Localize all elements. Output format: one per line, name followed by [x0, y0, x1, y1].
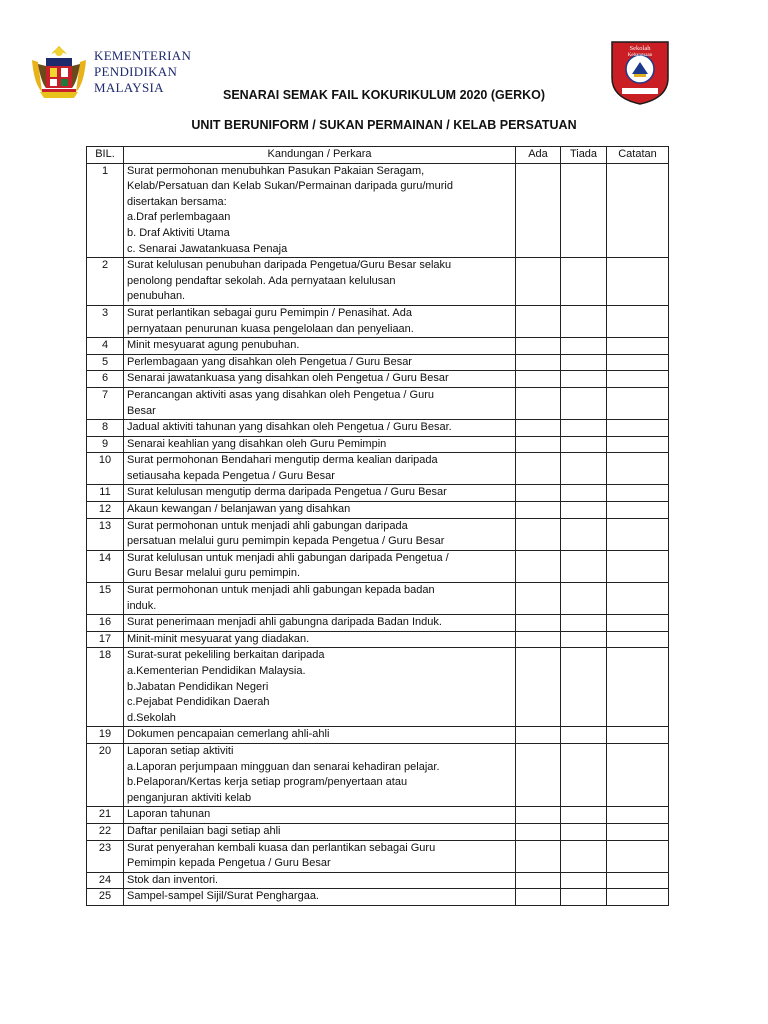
table-row — [87, 518, 669, 550]
row-number: 13 — [87, 518, 124, 550]
row-item-line: penubuhan. — [127, 290, 186, 303]
row-item — [124, 453, 516, 485]
row-item — [124, 615, 516, 632]
row-number: 3 — [87, 305, 124, 337]
row-item-line: Laporan setiap aktiviti — [127, 744, 234, 757]
ada-cell[interactable] — [516, 727, 561, 744]
row-item-line: penganjuran aktiviti kelab — [127, 791, 252, 804]
table-row — [87, 258, 669, 306]
catatan-cell[interactable] — [607, 840, 669, 872]
tiada-cell[interactable] — [561, 163, 607, 258]
table-row — [87, 615, 669, 632]
row-item-line: d.Sekolah — [127, 711, 176, 724]
row-item — [124, 743, 516, 806]
row-item — [124, 485, 516, 502]
school-badge-text: Kebangsaan — [627, 53, 653, 58]
table-row — [87, 371, 669, 388]
row-number: 1 — [87, 163, 124, 258]
ada-cell[interactable] — [516, 258, 561, 306]
row-item-line: Stok dan inventori. — [127, 873, 219, 886]
ada-cell[interactable] — [516, 807, 561, 824]
row-item — [124, 872, 516, 889]
row-item-line: disertakan bersama: — [127, 195, 227, 208]
row-number: 12 — [87, 502, 124, 519]
catatan-cell[interactable] — [607, 371, 669, 388]
table-row — [87, 163, 669, 258]
row-item-line: Surat permohonan menubuhkan Pasukan Pakaian Seragam, — [127, 164, 425, 177]
ministry-line: KEMENTERIAN — [94, 48, 192, 63]
row-item-line: Pemimpin kepada Pengetua / Guru Besar — [127, 857, 331, 870]
catatan-cell[interactable] — [607, 387, 669, 419]
tiada-cell[interactable] — [561, 258, 607, 306]
row-item — [124, 727, 516, 744]
ada-cell[interactable] — [516, 872, 561, 889]
ada-cell[interactable] — [516, 338, 561, 355]
row-item-line: Surat kelulusan mengutip derma daripada Pengetua / Guru Besar — [127, 486, 447, 499]
row-item-line: Minit mesyuarat agung penubuhan. — [127, 339, 300, 352]
tiada-cell[interactable] — [561, 840, 607, 872]
row-number: 23 — [87, 840, 124, 872]
row-number: 16 — [87, 615, 124, 632]
catatan-cell[interactable] — [607, 258, 669, 306]
tiada-cell[interactable] — [561, 889, 607, 906]
table-row — [87, 485, 669, 502]
row-item-line: Sampel-sampel Sijil/Surat Penghargaa. — [127, 890, 319, 903]
ada-cell[interactable] — [516, 823, 561, 840]
catatan-cell[interactable] — [607, 338, 669, 355]
row-item-line: Senarai keahlian yang disahkan oleh Guru Pemimpin — [127, 437, 387, 450]
column-header-catatan: Catatan — [607, 147, 669, 164]
ada-cell[interactable] — [516, 163, 561, 258]
row-item-line: a.Kementerian Pendidikan Malaysia. — [127, 665, 306, 677]
ada-cell[interactable] — [516, 453, 561, 485]
row-item-line: Dokumen pencapaian cemerlang ahli-ahli — [127, 728, 330, 741]
row-item — [124, 550, 516, 582]
tiada-cell[interactable] — [561, 807, 607, 824]
catatan-cell[interactable] — [607, 305, 669, 337]
row-item-line: Jadual aktiviti tahunan yang disahkan oleh Pengetua / Guru Besar. — [127, 421, 452, 434]
tiada-cell[interactable] — [561, 420, 607, 437]
row-number: 15 — [87, 583, 124, 615]
row-item — [124, 163, 516, 258]
row-item — [124, 823, 516, 840]
row-number: 21 — [87, 807, 124, 824]
row-item-line: Minit-minit mesyuarat yang diadakan. — [127, 632, 310, 645]
catatan-cell[interactable] — [607, 583, 669, 615]
table-row — [87, 889, 669, 906]
table-row — [87, 840, 669, 872]
school-badge-text: Sekolah — [629, 45, 651, 52]
row-item-line: b. Draf Aktiviti Utama — [127, 226, 230, 239]
column-header-kandungan: Kandungan / Perkara — [124, 147, 516, 164]
row-item-line: Surat-surat pekeliling berkaitan daripada — [127, 649, 325, 662]
tiada-cell[interactable] — [561, 823, 607, 840]
row-item — [124, 338, 516, 355]
table-row — [87, 354, 669, 371]
ada-cell[interactable] — [516, 583, 561, 615]
row-item — [124, 648, 516, 727]
tiada-cell[interactable] — [561, 518, 607, 550]
row-item — [124, 354, 516, 371]
checklist-table — [86, 146, 669, 906]
tiada-cell[interactable] — [561, 354, 607, 371]
ada-cell[interactable] — [516, 615, 561, 632]
table-row — [87, 583, 669, 615]
row-item-line: Surat penerimaan menjadi ahli gabungna daripada Badan Induk. — [127, 616, 442, 629]
table-row — [87, 727, 669, 744]
row-item-line: Akaun kewangan / belanjawan yang disahkan — [127, 503, 351, 516]
row-item-line: Guru Besar melalui guru pemimpin. — [127, 567, 301, 580]
column-header-bil: BIL. — [87, 147, 124, 164]
row-item-line: Kelab/Persatuan dan Kelab Sukan/Permainan daripada guru/murid — [127, 180, 453, 193]
row-number: 22 — [87, 823, 124, 840]
row-item-line: Perancangan aktiviti asas yang disahkan oleh Pengetua / Guru — [127, 388, 434, 401]
row-item-line: Surat permohonan Bendahari mengutip derma kealian daripada — [127, 454, 438, 467]
row-item — [124, 807, 516, 824]
catatan-cell[interactable] — [607, 889, 669, 906]
row-number: 18 — [87, 648, 124, 727]
catatan-cell[interactable] — [607, 807, 669, 824]
catatan-cell[interactable] — [607, 727, 669, 744]
tiada-cell[interactable] — [561, 727, 607, 744]
catatan-cell[interactable] — [607, 631, 669, 648]
catatan-cell[interactable] — [607, 743, 669, 806]
row-number: 6 — [87, 371, 124, 388]
page-subtitle: UNIT BERUNIFORM / SUKAN PERMAINAN / KELAB PERSATUAN — [191, 118, 577, 132]
tiada-cell[interactable] — [561, 631, 607, 648]
row-item-line: Surat penyerahan kembali kuasa dan perlantikan sebagai Guru — [127, 841, 436, 854]
catatan-cell[interactable] — [607, 518, 669, 550]
catatan-cell[interactable] — [607, 648, 669, 727]
row-number: 24 — [87, 872, 124, 889]
row-item-line: a.Draf perlembagaan — [127, 211, 231, 224]
row-number: 17 — [87, 631, 124, 648]
row-item — [124, 387, 516, 419]
ministry-line: PENDIDIKAN — [94, 64, 178, 79]
tiada-cell[interactable] — [561, 387, 607, 419]
catatan-cell[interactable] — [607, 502, 669, 519]
table-row — [87, 648, 669, 727]
row-item-line: Laporan tahunan — [127, 808, 211, 821]
tiada-cell[interactable] — [561, 485, 607, 502]
catatan-cell[interactable] — [607, 163, 669, 258]
table-row — [87, 338, 669, 355]
row-number: 19 — [87, 727, 124, 744]
page-title: SENARAI SEMAK FAIL KOKURIKULUM 2020 (GERKO) — [222, 88, 546, 102]
row-item — [124, 583, 516, 615]
row-item-line: setiausaha kepada Pengetua / Guru Besar — [127, 469, 335, 482]
row-item — [124, 371, 516, 388]
row-item — [124, 420, 516, 437]
row-item-line: penolong pendaftar sekolah. Ada pernyataan kelulusan — [127, 274, 396, 287]
row-item — [124, 502, 516, 519]
row-number: 14 — [87, 550, 124, 582]
ada-cell[interactable] — [516, 743, 561, 806]
catatan-cell[interactable] — [607, 823, 669, 840]
row-number: 25 — [87, 889, 124, 906]
table-row — [87, 436, 669, 453]
tiada-cell[interactable] — [561, 502, 607, 519]
row-item-line: Daftar penilaian bagi setiap ahli — [127, 824, 281, 837]
catatan-cell[interactable] — [607, 550, 669, 582]
ada-cell[interactable] — [516, 354, 561, 371]
catatan-cell[interactable] — [607, 485, 669, 502]
row-item-line: a.Laporan perjumpaan mingguan dan senarai kehadiran pelajar. — [127, 760, 440, 773]
row-item-line: persatuan melalui guru pemimpin kepada Pengetua / Guru Besar — [127, 535, 445, 548]
ada-cell[interactable] — [516, 387, 561, 419]
ministry-line: MALAYSIA — [94, 80, 164, 95]
tiada-cell[interactable] — [561, 583, 607, 615]
row-number: 11 — [87, 485, 124, 502]
tiada-cell[interactable] — [561, 743, 607, 806]
tiada-cell[interactable] — [561, 872, 607, 889]
ada-cell[interactable] — [516, 648, 561, 727]
row-item-line: c. Senarai Jawatankuasa Penaja — [127, 242, 288, 255]
row-number: 8 — [87, 420, 124, 437]
table-row — [87, 305, 669, 337]
table-row — [87, 550, 669, 582]
catatan-cell[interactable] — [607, 436, 669, 453]
table-row — [87, 631, 669, 648]
table-row — [87, 872, 669, 889]
row-number: 7 — [87, 387, 124, 419]
row-item — [124, 258, 516, 306]
row-number: 20 — [87, 743, 124, 806]
catatan-cell[interactable] — [607, 420, 669, 437]
ada-cell[interactable] — [516, 518, 561, 550]
row-item-line: Surat kelulusan untuk menjadi ahli gabungan daripada Pengetua / — [127, 551, 449, 564]
row-item — [124, 305, 516, 337]
ada-cell[interactable] — [516, 631, 561, 648]
column-header-tiada: Tiada — [561, 147, 607, 164]
tiada-cell[interactable] — [561, 615, 607, 632]
tiada-cell[interactable] — [561, 371, 607, 388]
table-row — [87, 502, 669, 519]
row-item-line: Surat perlantikan sebagai guru Pemimpin / Penasihat. Ada — [127, 306, 412, 319]
row-item — [124, 840, 516, 872]
table-row — [87, 823, 669, 840]
tiada-cell[interactable] — [561, 648, 607, 727]
row-item-line: Surat permohonan untuk menjadi ahli gabungan kepada badan — [127, 584, 435, 597]
row-item-line: b.Jabatan Pendidikan Negeri — [127, 680, 269, 693]
table-row — [87, 453, 669, 485]
ada-cell[interactable] — [516, 889, 561, 906]
catatan-cell[interactable] — [607, 615, 669, 632]
table-row — [87, 420, 669, 437]
table-row — [87, 387, 669, 419]
row-item — [124, 436, 516, 453]
tiada-cell[interactable] — [561, 338, 607, 355]
ada-cell[interactable] — [516, 502, 561, 519]
row-number: 9 — [87, 436, 124, 453]
row-item-line: Surat permohonan untuk menjadi ahli gabungan daripada — [127, 519, 408, 532]
row-item-line: Perlembagaan yang disahkan oleh Pengetua / Guru Besar — [127, 355, 412, 368]
ada-cell[interactable] — [516, 371, 561, 388]
catatan-cell[interactable] — [607, 354, 669, 371]
tiada-cell[interactable] — [561, 436, 607, 453]
column-header-ada: Ada — [516, 147, 561, 164]
ada-cell[interactable] — [516, 550, 561, 582]
table-header-row — [87, 147, 669, 164]
ada-cell[interactable] — [516, 485, 561, 502]
row-item — [124, 889, 516, 906]
ada-cell[interactable] — [516, 420, 561, 437]
row-item-line: Besar — [127, 404, 156, 417]
row-item-line: induk. — [127, 599, 157, 612]
row-item-line: b.Pelaporan/Kertas kerja setiap program/penyertaan atau — [127, 776, 408, 789]
tiada-cell[interactable] — [561, 305, 607, 337]
row-item — [124, 631, 516, 648]
row-item-line: Surat kelulusan penubuhan daripada Pengetua/Guru Besar selaku — [127, 259, 452, 272]
table-row — [87, 807, 669, 824]
row-item — [124, 518, 516, 550]
row-number: 2 — [87, 258, 124, 306]
table-row — [87, 743, 669, 806]
catatan-cell[interactable] — [607, 872, 669, 889]
catatan-cell[interactable] — [607, 453, 669, 485]
row-number: 5 — [87, 354, 124, 371]
ada-cell[interactable] — [516, 436, 561, 453]
row-number: 10 — [87, 453, 124, 485]
tiada-cell[interactable] — [561, 453, 607, 485]
row-number: 4 — [87, 338, 124, 355]
ada-cell[interactable] — [516, 305, 561, 337]
ada-cell[interactable] — [516, 840, 561, 872]
row-item-line: pernyataan penurunan kuasa pengelolaan dan penyeliaan. — [127, 322, 414, 335]
tiada-cell[interactable] — [561, 550, 607, 582]
row-item-line: Senarai jawatankuasa yang disahkan oleh Pengetua / Guru Besar — [127, 372, 449, 385]
row-item-line: c.Pejabat Pendidikan Daerah — [127, 696, 270, 709]
